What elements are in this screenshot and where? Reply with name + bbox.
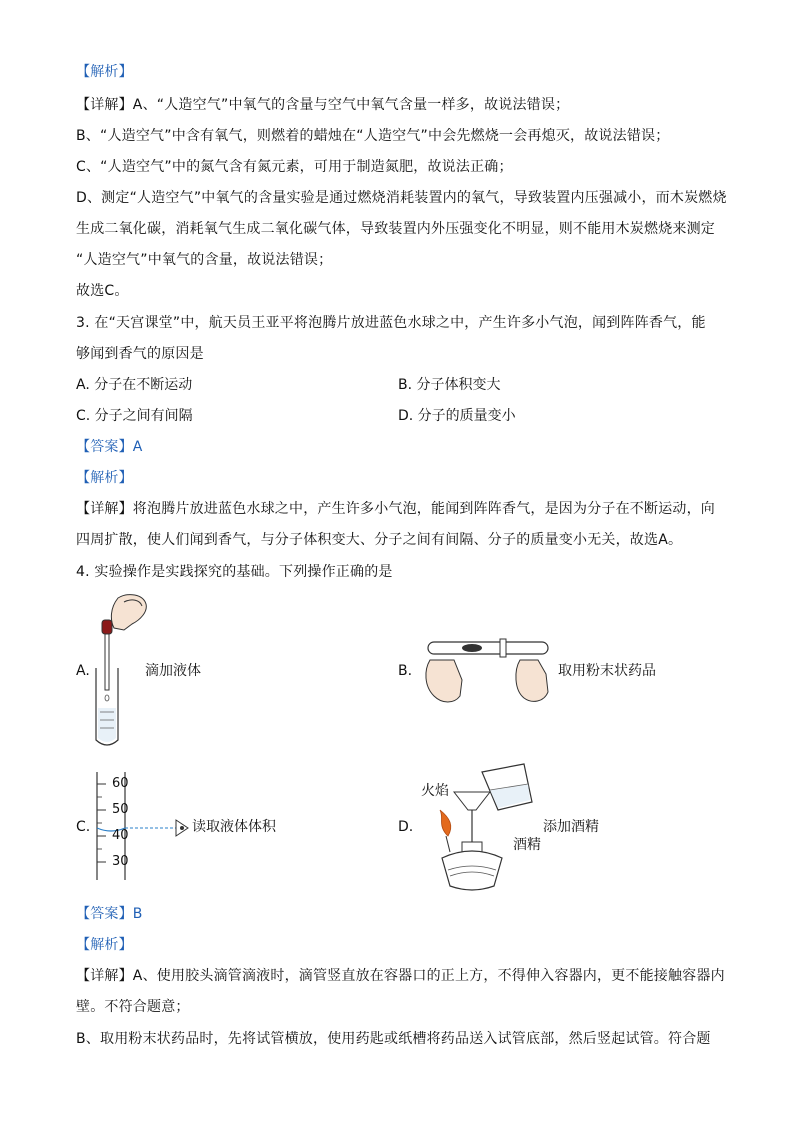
question-4-stem: 4. 实验操作是实践探究的基础。下列操作正确的是 [76,564,393,580]
detail-line: 生成二氧化碳，消耗氧气生成二氧化碳气体，导致装置内外压强变化不明显，则不能用木炭燃烧来测定 [76,221,715,237]
analysis-heading: 【解析】 [76,937,133,953]
q4-option-a-label: 滴加液体 [145,663,201,679]
q4-option-b-letter: B. [398,663,413,679]
analysis-heading: 【解析】 [76,64,133,80]
question-3-stem: 3. 在“天宫课堂”中，航天员王亚平将泡腾片放进蓝色水球之中，产生许多小气泡，闻到阵阵香气，能 [76,315,706,331]
scale-label-50: 50 [112,802,129,817]
powder-test-tube-figure [420,630,555,710]
q4-option-d-label: 添加酒精 [543,819,599,835]
detail-line: 壁。不符合题意； [76,999,190,1015]
alcohol-label: 酒精 [513,837,541,853]
q4-option-a-letter: A. [76,663,90,679]
detail-line: D、测定“人造空气”中氧气的含量实验是通过燃烧消耗装置内的氧气，导致装置内压强减小，而木炭燃烧 [76,190,727,206]
analysis-heading: 【解析】 [76,470,133,486]
detail-paragraph: 【详解】A、“人造空气”中氧气的含量与空气中氧气含量一样多，故说法错误； [76,97,570,113]
answer-conclusion: 故选C。 [76,283,129,299]
q4-option-b-label: 取用粉末状药品 [558,663,656,679]
q3-option-a: A. 分子在不断运动 [76,377,193,393]
answer-heading: 【答案】A [76,439,143,455]
cylinder-figure [92,770,192,882]
q4-option-c-letter: C. [76,819,91,835]
flame-label: 火焰 [421,783,449,799]
scale-label-30: 30 [112,854,129,869]
question-3-stem-cont: 够闻到香气的原因是 [76,346,204,362]
q3-option-d: D. 分子的质量变小 [398,408,516,424]
scale-label-60: 60 [112,776,129,791]
detail-line: 四周扩散，使人们闻到香气，与分子体积变大、分子之间有间隔、分子的质量变小无关，故选A。 [76,532,683,548]
detail-line: C、“人造空气”中的氮气含有氮元素，可用于制造氮肥，故说法正确； [76,159,513,175]
answer-heading: 【答案】B [76,906,143,922]
q4-option-d-letter: D. [398,819,414,835]
q4-option-c-label: 读取液体体积 [192,819,276,835]
q3-option-c: C. 分子之间有间隔 [76,408,193,424]
detail-paragraph: 【详解】A、使用胶头滴管滴液时，滴管竖直放在容器口的正上方，不得伸入容器内，更不能接触容器内 [76,968,725,984]
scale-label-40: 40 [112,828,129,843]
detail-line: B、取用粉末状药品时，先将试管横放，使用药匙或纸槽将药品送入试管底部，然后竖起试管。符合题 [76,1031,711,1047]
q3-option-b: B. 分子体积变大 [398,377,501,393]
detail-line: B、“人造空气”中含有氧气，则燃着的蜡烛在“人造空气”中会先燃烧一会再熄灭，故说法错误； [76,128,670,144]
detail-line: “人造空气”中氧气的含量，故说法错误； [76,252,333,268]
detail-paragraph: 【详解】将泡腾片放进蓝色水球之中，产生许多小气泡，能闻到阵阵香气，是因为分子在不断运动，向 [76,501,715,517]
